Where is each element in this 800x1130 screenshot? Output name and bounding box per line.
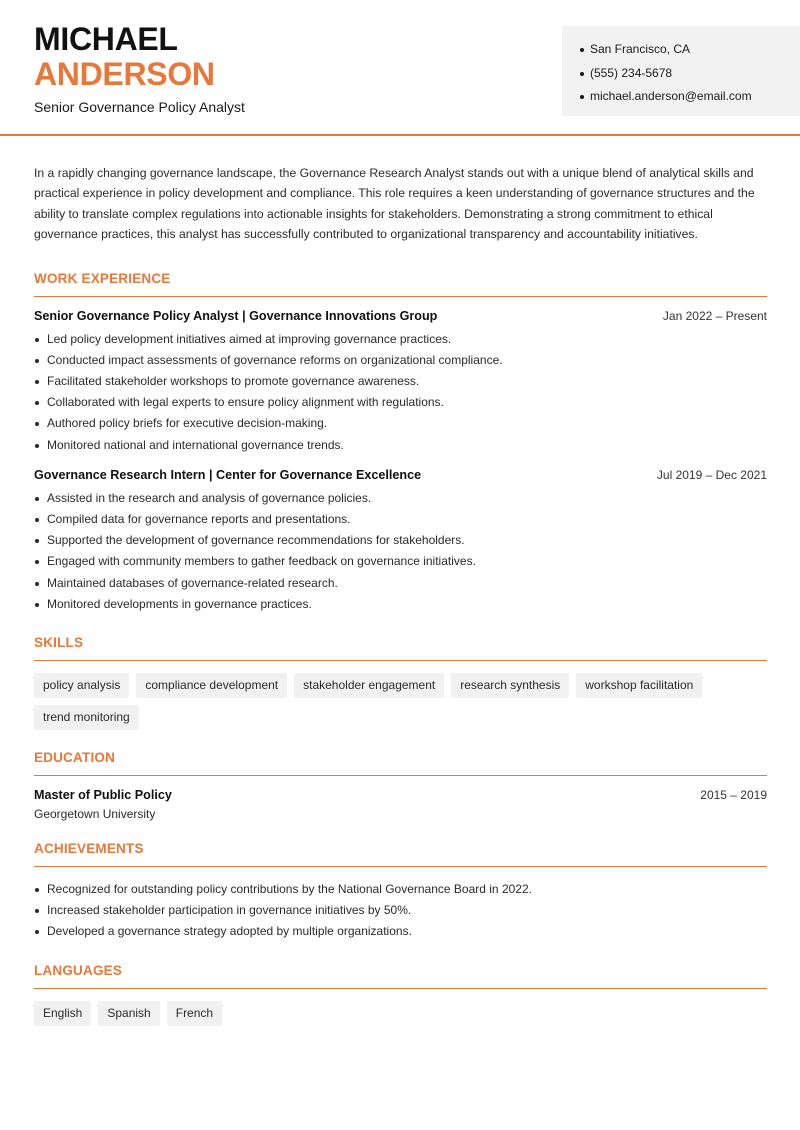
candidate-name (34, 22, 215, 92)
list-item: Authored policy briefs for executive decision-making. (34, 413, 767, 434)
job-role: Governance Research Intern | Center for Governance Excellence (34, 467, 422, 482)
language-tag: Spanish (98, 1001, 159, 1026)
list-item: Supported the development of governance recommendations for stakeholders. (34, 530, 767, 551)
achievements-section (34, 841, 767, 943)
list-item: Developed a governance strategy adopted by multiple organizations. (34, 921, 767, 942)
contact-box (562, 26, 800, 116)
first-name: MICHAEL (34, 21, 178, 57)
job-title: Senior Governance Policy Analyst (34, 99, 245, 115)
job-bullets (34, 329, 767, 456)
skill-tag: research synthesis (451, 673, 569, 698)
list-item: Maintained databases of governance-related research. (34, 573, 767, 594)
job-dates: Jan 2022 – Present (662, 308, 767, 323)
languages-section (34, 963, 767, 1026)
list-item: Monitored developments in governance practices. (34, 594, 767, 615)
language-tag: English (34, 1001, 91, 1026)
job-entry (34, 468, 767, 615)
contact-location: San Francisco, CA (580, 38, 800, 62)
edu-degree: Master of Public Policy (34, 788, 172, 803)
list-item: Increased stakeholder participation in governance initiatives by 50%. (34, 900, 767, 921)
resume-body (34, 163, 767, 1046)
section-heading: ACHIEVEMENTS (34, 841, 767, 867)
edu-school: Georgetown University (34, 807, 156, 822)
list-item: Conducted impact assessments of governance reforms on organizational compliance. (34, 350, 767, 371)
skill-tag: workshop facilitation (576, 673, 702, 698)
skill-tag: trend monitoring (34, 705, 139, 730)
list-item: Monitored national and international governance trends. (34, 435, 767, 456)
education-section (34, 750, 767, 821)
skills-tags (34, 673, 767, 730)
skill-tag: policy analysis (34, 673, 129, 698)
achievement-bullets (34, 879, 767, 943)
resume-header (0, 0, 800, 136)
list-item: Collaborated with legal experts to ensure policy alignment with regulations. (34, 392, 767, 413)
section-heading: SKILLS (34, 635, 767, 661)
list-item: Led policy development initiatives aimed at improving governance practices. (34, 329, 767, 350)
list-item: Recognized for outstanding policy contributions by the National Governance Board in 2022. (34, 879, 767, 900)
contact-email[interactable]: michael.anderson@email.com (580, 85, 800, 109)
list-item: Compiled data for governance reports and presentations. (34, 509, 767, 530)
skill-tag: compliance development (136, 673, 287, 698)
section-heading: EDUCATION (34, 750, 767, 776)
language-tag: French (167, 1001, 222, 1026)
job-dates: Jul 2019 – Dec 2021 (656, 467, 767, 482)
contact-phone: (555) 234-5678 (580, 62, 800, 86)
list-item: Assisted in the research and analysis of governance policies. (34, 488, 767, 509)
job-entry (34, 309, 767, 456)
last-name: ANDERSON (34, 56, 215, 92)
list-item: Engaged with community members to gather feedback on governance initiatives. (34, 551, 767, 572)
list-item: Facilitated stakeholder workshops to promote governance awareness. (34, 371, 767, 392)
summary-paragraph: In a rapidly changing governance landscape, the Governance Research Analyst stands out with a unique blend of analytical skills and practical experience in policy development and compliance. This role requires a keen understanding of governance structures and the ability to translate complex regulations into actionable insights for stakeholders. Demonstrating a strong commitment to ethical governance practices, this analyst has successfully contributed to organizational transparency and accountability initiatives. (34, 166, 755, 242)
skills-section (34, 635, 767, 730)
job-bullets (34, 488, 767, 615)
edu-dates: 2015 – 2019 (700, 788, 767, 803)
job-role: Senior Governance Policy Analyst | Governance Innovations Group (34, 308, 438, 323)
language-tags (34, 1001, 767, 1026)
work-experience-section (34, 271, 767, 615)
skill-tag: stakeholder engagement (294, 673, 444, 698)
section-heading: LANGUAGES (34, 963, 767, 989)
section-heading: WORK EXPERIENCE (34, 271, 767, 297)
